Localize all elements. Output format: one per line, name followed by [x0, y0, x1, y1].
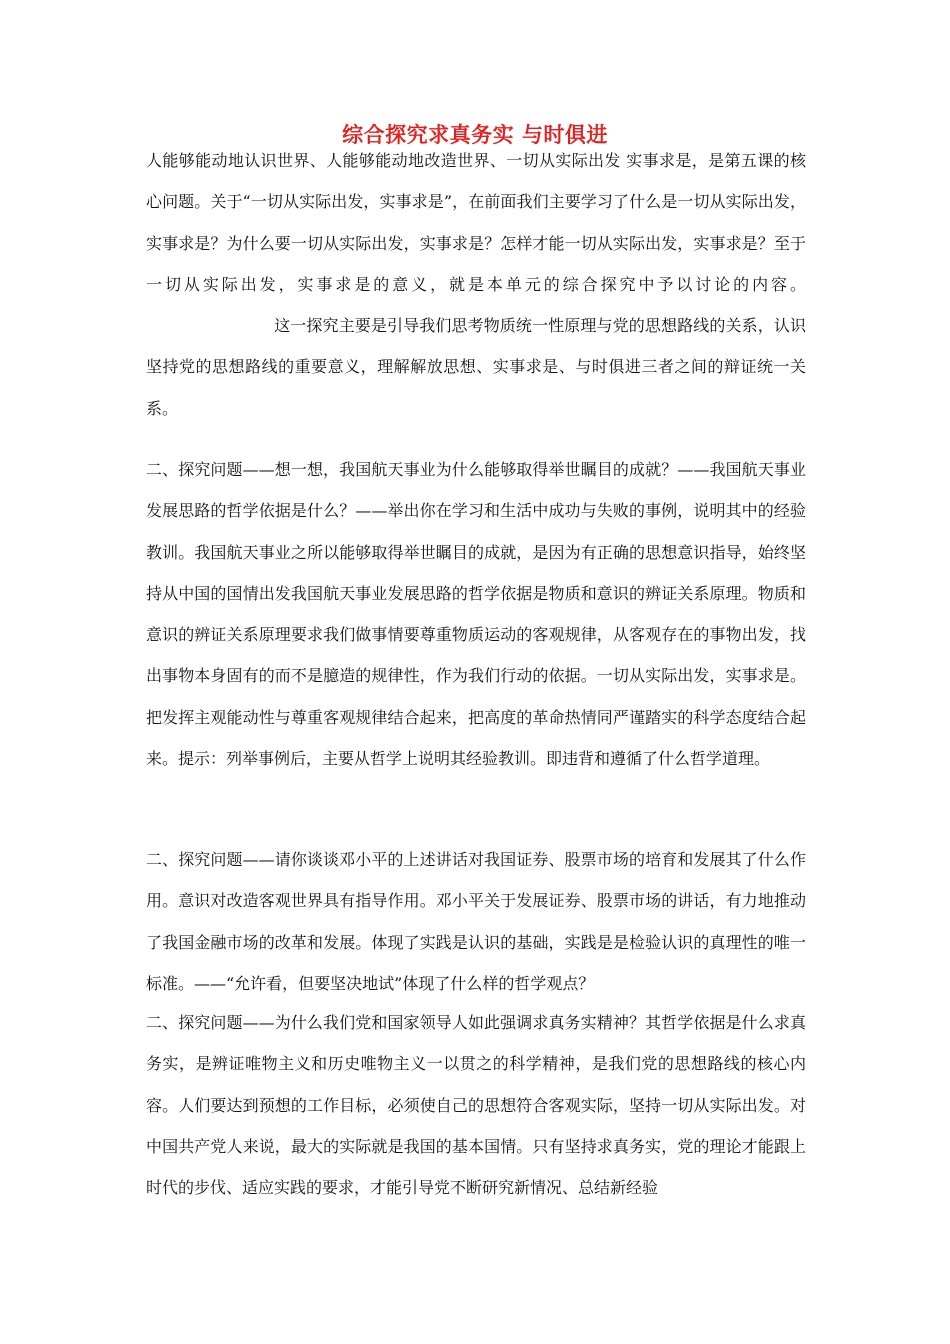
intro-text-part1: 人能够能动地认识世界、人能够能动地改造世界、一切从实际出发 实事求是，是第五课的核心问题。关于“一切从实际出发，实事求是”，在前面我们主要学习了什么是一切从实际出发，实事求是？为什么要一切从实际出发，实事求是？怎样才能一切从实际出发，实事求是？至于一切从实际出发，实事求是的意义，就是本单元的综合探究中予以讨论的内容。: [146, 151, 806, 294]
section-3-paragraph: 二、探究问题——为什么我们党和国家领导人如此强调求真务实精神？其哲学依据是什么求真务实，是辨证唯物主义和历史唯物主义一以贯之的科学精神，是我们党的思想路线的核心内容。人们要达到预想的工作目标，必须使自己的思想符合客观实际，坚持一切从实际出发。对中国共产党人来说，最大的实际就是我国的基本国情。只有坚持求真务实，党的理论才能跟上时代的步伐、适应实践的要求，才能引导党不断研究新情况、总结新经验: [146, 1013, 806, 1198]
section-2-paragraph: 二、探究问题——请你谈谈邓小平的上述讲话对我国证券、股票市场的培育和发展其了什么作用。意识对改造客观世界具有指导作用。邓小平关于发展证券、股票市场的讲话，有力地推动了我国金融市场的改革和发展。体现了实践是认识的基础，实践是是检验认识的真理性的唯一标准。——“允许看，但要坚决地试”体现了什么样的哲学观点？: [146, 850, 806, 993]
document-title: 综合探究求真务实 与时俱进: [342, 123, 608, 147]
section-1-paragraph: 二、探究问题——想一想，我国航天事业为什么能够取得举世瞩目的成就？——我国航天事业发展思路的哲学依据是什么？——举出你在学习和生活中成功与失败的事例，说明其中的经验教训。我国航天事业之所以能够取得举世瞩目的成就，是因为有正确的思想意识指导，始终坚持从中国的国情出发我国航天事业发展思路的哲学依据是物质和意识的辨证关系原理。物质和意识的辨证关系原理要求我们做事情要尊重物质运动的客观规律，从客观存在的事物出发，找出事物本身固有的而不是臆造的规律性，作为我们行动的依据。一切从实际出发，实事求是。把发挥主观能动性与尊重客观规律结合起来，把高度的革命热情同严谨踏实的科学态度结合起来。提示：列举事例后，主要从哲学上说明其经验教训。即违背和遵循了什么哲学道理。: [146, 460, 806, 769]
intro-paragraph: [146, 140, 806, 429]
intro-text-part2: 这一探究主要是引导我们思考物质统一性原理与党的思想路线的关系，认识坚持党的思想路线的重要意义，理解解放思想、实事求是、与时俱进三者之间的辩证统一关系。: [146, 316, 806, 418]
